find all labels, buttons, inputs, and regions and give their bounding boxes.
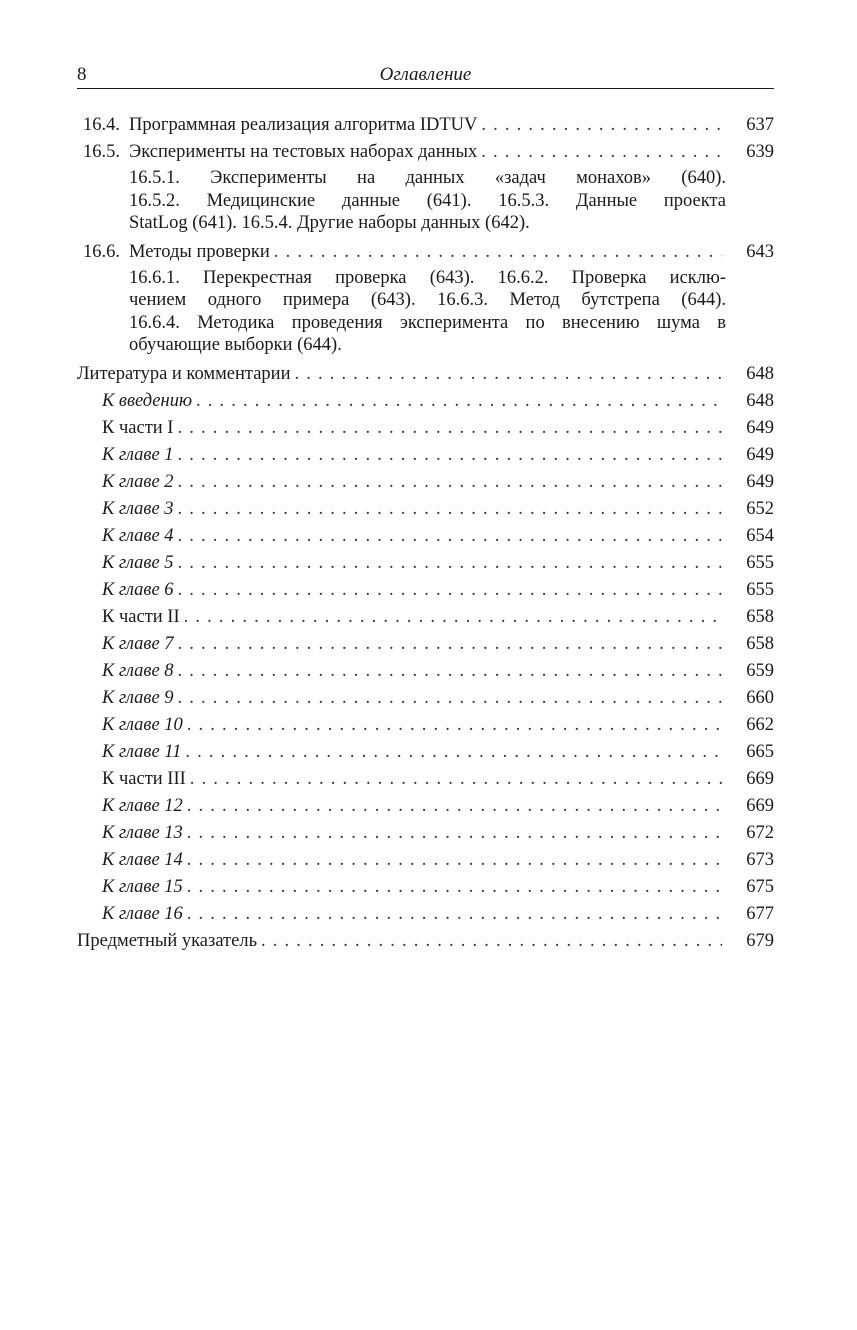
toc-subsection-line: 16.6.4. Методика проведения эксперимента по внесению шума в — [129, 312, 726, 333]
dot-leader — [187, 712, 722, 739]
toc-entry-label: К главе 9 — [102, 687, 174, 708]
toc-subsection-line: обучающие выборки (644). — [129, 335, 342, 355]
dot-leader — [178, 442, 722, 469]
toc-entry-chapter-14[interactable] — [77, 847, 774, 874]
toc-entry-label: К главе 7 — [102, 633, 174, 654]
toc-entry-chapter-11[interactable] — [77, 739, 774, 766]
dot-leader — [481, 112, 722, 139]
toc-entry-chapter-9[interactable] — [77, 685, 774, 712]
toc-entry-label: Предметный указатель — [77, 930, 258, 951]
toc-entry-page: 665 — [746, 741, 774, 762]
toc-entry-chapter-15[interactable] — [77, 874, 774, 901]
toc-entry-intro[interactable] — [77, 388, 774, 415]
toc-entry-page: 639 — [746, 142, 774, 162]
toc-entry-page: 659 — [746, 660, 774, 681]
toc-entry-page: 652 — [746, 498, 774, 519]
toc-entry-page: 654 — [746, 525, 774, 546]
toc-entry-page: 648 — [746, 363, 774, 384]
toc-entry-label: К введению — [102, 390, 192, 411]
toc-entry-label: К главе 10 — [102, 714, 183, 735]
header-rule — [77, 88, 774, 89]
toc-entry-page: 677 — [746, 903, 774, 924]
toc-entry-page: 649 — [746, 444, 774, 465]
toc-entry-label: Литература и комментарии — [77, 363, 291, 384]
dot-leader — [184, 604, 722, 631]
dot-leader — [187, 793, 722, 820]
toc-entry-page: 637 — [746, 115, 774, 135]
toc-entry-page: 675 — [746, 876, 774, 897]
dot-leader — [481, 139, 722, 166]
toc-entry-page: 679 — [746, 930, 774, 951]
toc-entry-page: 658 — [746, 606, 774, 627]
toc-entry-page: 662 — [746, 714, 774, 735]
toc-entry-chapter-1[interactable] — [77, 442, 774, 469]
toc-entry-number: 16.6. — [83, 241, 120, 262]
dot-leader — [178, 496, 722, 523]
toc-entry-part-1[interactable] — [77, 415, 774, 442]
dot-leader — [190, 766, 722, 793]
toc-entry-subject-index[interactable] — [77, 928, 774, 955]
toc-entry-chapter-8[interactable] — [77, 658, 774, 685]
toc-entry-page: 648 — [746, 390, 774, 411]
toc-entry-chapter-12[interactable] — [77, 793, 774, 820]
toc-subsection-line: StatLog (641). 16.5.4. Другие наборы данных (642). — [129, 213, 530, 233]
toc-entry-label: К главе 6 — [102, 579, 174, 600]
dot-leader — [178, 577, 722, 604]
toc-entry-page: 660 — [746, 687, 774, 708]
dot-leader — [178, 550, 722, 577]
dot-leader — [178, 685, 722, 712]
toc-entry-number: 16.5. — [83, 142, 120, 162]
toc-entry-16-5[interactable] — [77, 139, 774, 166]
dot-leader — [187, 874, 722, 901]
toc-entry-page: 655 — [746, 552, 774, 573]
toc-entry-label: К главе 13 — [102, 822, 183, 843]
toc-entry-page: 643 — [746, 241, 774, 262]
dot-leader — [185, 739, 722, 766]
toc-entry-label: К главе 8 — [102, 660, 174, 681]
toc-subsection-list — [129, 167, 726, 235]
toc-entry-page: 669 — [746, 768, 774, 789]
toc-entry-chapter-16[interactable] — [77, 901, 774, 928]
toc-entry-chapter-5[interactable] — [77, 550, 774, 577]
toc-subsection-line: чением одного примера (643). 16.6.3. Метод бутстрепа (644). — [129, 290, 726, 310]
toc-entry-16-4[interactable] — [77, 112, 774, 139]
toc-entry-label: К части III — [102, 768, 186, 789]
toc-entry-page: 649 — [746, 417, 774, 438]
toc-entry-chapter-6[interactable] — [77, 577, 774, 604]
dot-leader — [178, 631, 722, 658]
toc-entry-label: Программная реализация алгоритма IDTUV — [129, 115, 478, 135]
toc-entry-chapter-2[interactable] — [77, 469, 774, 496]
toc-entry-page: 669 — [746, 795, 774, 816]
toc-subsection-list — [129, 267, 726, 357]
toc-entry-literature[interactable] — [77, 361, 774, 388]
toc-entry-label: К главе 15 — [102, 876, 183, 897]
toc-entry-chapter-3[interactable] — [77, 496, 774, 523]
running-title: Оглавление — [379, 64, 472, 85]
toc-entry-page: 673 — [746, 849, 774, 870]
toc-entry-label: К главе 11 — [102, 741, 182, 762]
toc-entry-label: К главе 5 — [102, 552, 174, 573]
toc-entry-chapter-13[interactable] — [77, 820, 774, 847]
toc-entry-label: Эксперименты на тестовых наборах данных — [129, 142, 478, 162]
toc-entry-label: К части I — [102, 417, 174, 438]
toc-entry-label: К главе 2 — [102, 471, 174, 492]
dot-leader — [187, 901, 722, 928]
toc-entry-label: К главе 16 — [102, 903, 183, 924]
toc-entry-16-6[interactable] — [77, 239, 774, 266]
toc-subsection-line: 16.5.1. Эксперименты на данных «задач монахов» (640). — [129, 168, 726, 188]
dot-leader — [261, 928, 722, 955]
toc-entry-label: К главе 3 — [102, 498, 174, 519]
dot-leader — [294, 361, 722, 388]
toc-entry-label: К части II — [102, 606, 180, 627]
table-of-contents — [77, 112, 774, 955]
toc-entry-page: 649 — [746, 471, 774, 492]
toc-entry-page: 658 — [746, 633, 774, 654]
toc-entry-chapter-4[interactable] — [77, 523, 774, 550]
dot-leader — [178, 523, 722, 550]
toc-entry-label: К главе 4 — [102, 525, 174, 546]
toc-subsection-line: 16.6.1. Перекрестная проверка (643). 16.6.2. Проверка исклю- — [129, 267, 726, 288]
dot-leader — [178, 658, 722, 685]
toc-entry-label: Методы проверки — [129, 241, 270, 262]
toc-entry-part-3[interactable] — [77, 766, 774, 793]
toc-entry-chapter-7[interactable] — [77, 631, 774, 658]
toc-entry-chapter-10[interactable] — [77, 712, 774, 739]
toc-entry-label: К главе 14 — [102, 849, 183, 870]
dot-leader — [274, 239, 722, 266]
toc-entry-label: К главе 12 — [102, 795, 183, 816]
page-number: 8 — [77, 64, 87, 85]
dot-leader — [177, 415, 722, 442]
dot-leader — [187, 847, 722, 874]
toc-entry-number: 16.4. — [83, 115, 120, 135]
toc-entry-part-2[interactable] — [77, 604, 774, 631]
toc-entry-page: 655 — [746, 579, 774, 600]
dot-leader — [187, 820, 722, 847]
page-header — [77, 60, 774, 88]
dot-leader — [196, 388, 722, 415]
toc-entry-label: К главе 1 — [102, 444, 174, 465]
toc-subsection-line: 16.5.2. Медицинские данные (641). 16.5.3. Данные проекта — [129, 190, 726, 211]
toc-entry-page: 672 — [746, 822, 774, 843]
dot-leader — [178, 469, 722, 496]
